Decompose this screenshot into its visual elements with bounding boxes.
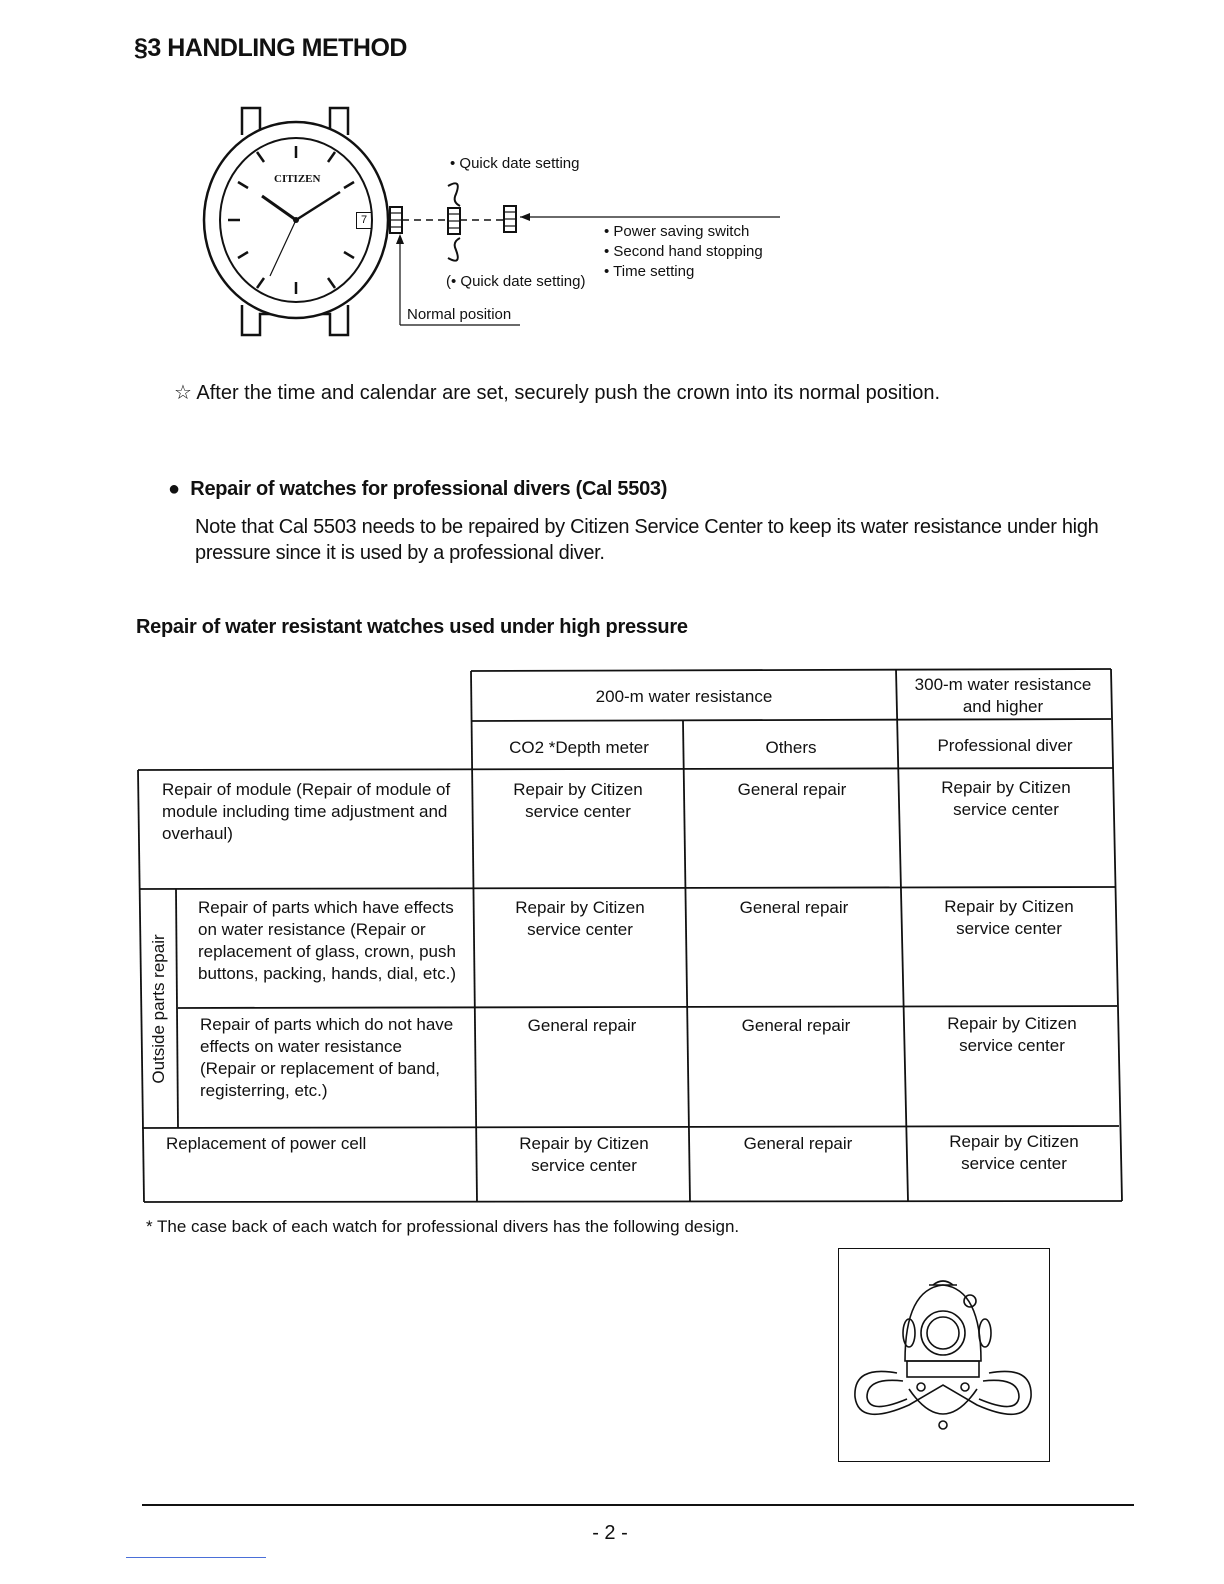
bottom-link-underline (126, 1557, 266, 1558)
table-title: Repair of water resistant watches used under high pressure (136, 616, 688, 638)
divers-text: Note that Cal 5503 needs to be repaired by Citizen Service Center to keep its water resistance under high pressure since it is used by a professional diver. (195, 516, 1099, 564)
diver-helmet-icon (839, 1249, 1051, 1463)
subheader-others: Others (765, 738, 817, 757)
date-window: 7 (356, 212, 372, 229)
label-second-hand: • Second hand stopping (604, 243, 763, 260)
label-quick-date-top: • Quick date setting (450, 155, 580, 172)
cell-module-co2: Repair by Citizen service center (513, 780, 643, 821)
row-label-power-cell: Replacement of power cell (166, 1134, 367, 1153)
footer-rule (142, 1504, 1134, 1506)
label-normal-position: Normal position (407, 306, 512, 323)
section-title: §3 HANDLING METHOD (134, 34, 407, 62)
row-label-other-parts: Repair of parts which do not have effects on water resistance (Repair or replacement of band, registerring, etc.) (200, 1015, 454, 1100)
subheader-co2: CO2 *Depth meter (509, 738, 649, 757)
watch-brand: CITIZEN (274, 173, 321, 185)
divers-heading-text: Repair of watches for professional divers (Cal 5503) (190, 478, 668, 500)
cell-module-others: General repair (737, 780, 847, 799)
cell-power-cell-co2: Repair by Citizen service center (519, 1134, 649, 1175)
crown-position-diagram (190, 100, 790, 350)
bullet-icon: ● (168, 478, 191, 500)
case-back-design (838, 1248, 1050, 1462)
page-number: - 2 - (592, 1522, 628, 1544)
header-300m: 300-m water resistance and higher (914, 675, 1092, 716)
cell-other-parts-pro: Repair by Citizen service center (947, 1014, 1077, 1055)
label-time-setting: • Time setting (604, 263, 695, 280)
cell-water-parts-others: General repair (739, 898, 849, 917)
header-200m: 200-m water resistance (595, 687, 773, 706)
cell-water-parts-co2: Repair by Citizen service center (515, 898, 645, 939)
side-label-outside-parts: Outside parts repair (149, 934, 168, 1084)
cell-module-pro: Repair by Citizen service center (941, 778, 1071, 819)
label-power-saving: • Power saving switch (604, 223, 750, 240)
label-quick-date-bottom: (• Quick date setting) (446, 273, 586, 290)
cell-other-parts-co2: General repair (527, 1016, 637, 1035)
cell-power-cell-others: General repair (743, 1134, 853, 1153)
subheader-professional: Professional diver (937, 736, 1073, 755)
footnote: * The case back of each watch for professional divers has the following design. (146, 1217, 740, 1236)
cell-water-parts-pro: Repair by Citizen service center (944, 897, 1074, 938)
divers-heading (168, 478, 667, 501)
cell-other-parts-others: General repair (741, 1016, 851, 1035)
row-label-module: Repair of module (Repair of module of module including time adjustment and overhaul) (162, 780, 451, 843)
crown-note: ☆ After the time and calendar are set, securely push the crown into its normal position. (174, 382, 941, 404)
row-label-water-parts: Repair of parts which have effects on water resistance (Repair or replacement of glass, crown, push buttons, packing, hands, dial, etc.) (198, 898, 456, 983)
cell-power-cell-pro: Repair by Citizen service center (949, 1132, 1079, 1173)
